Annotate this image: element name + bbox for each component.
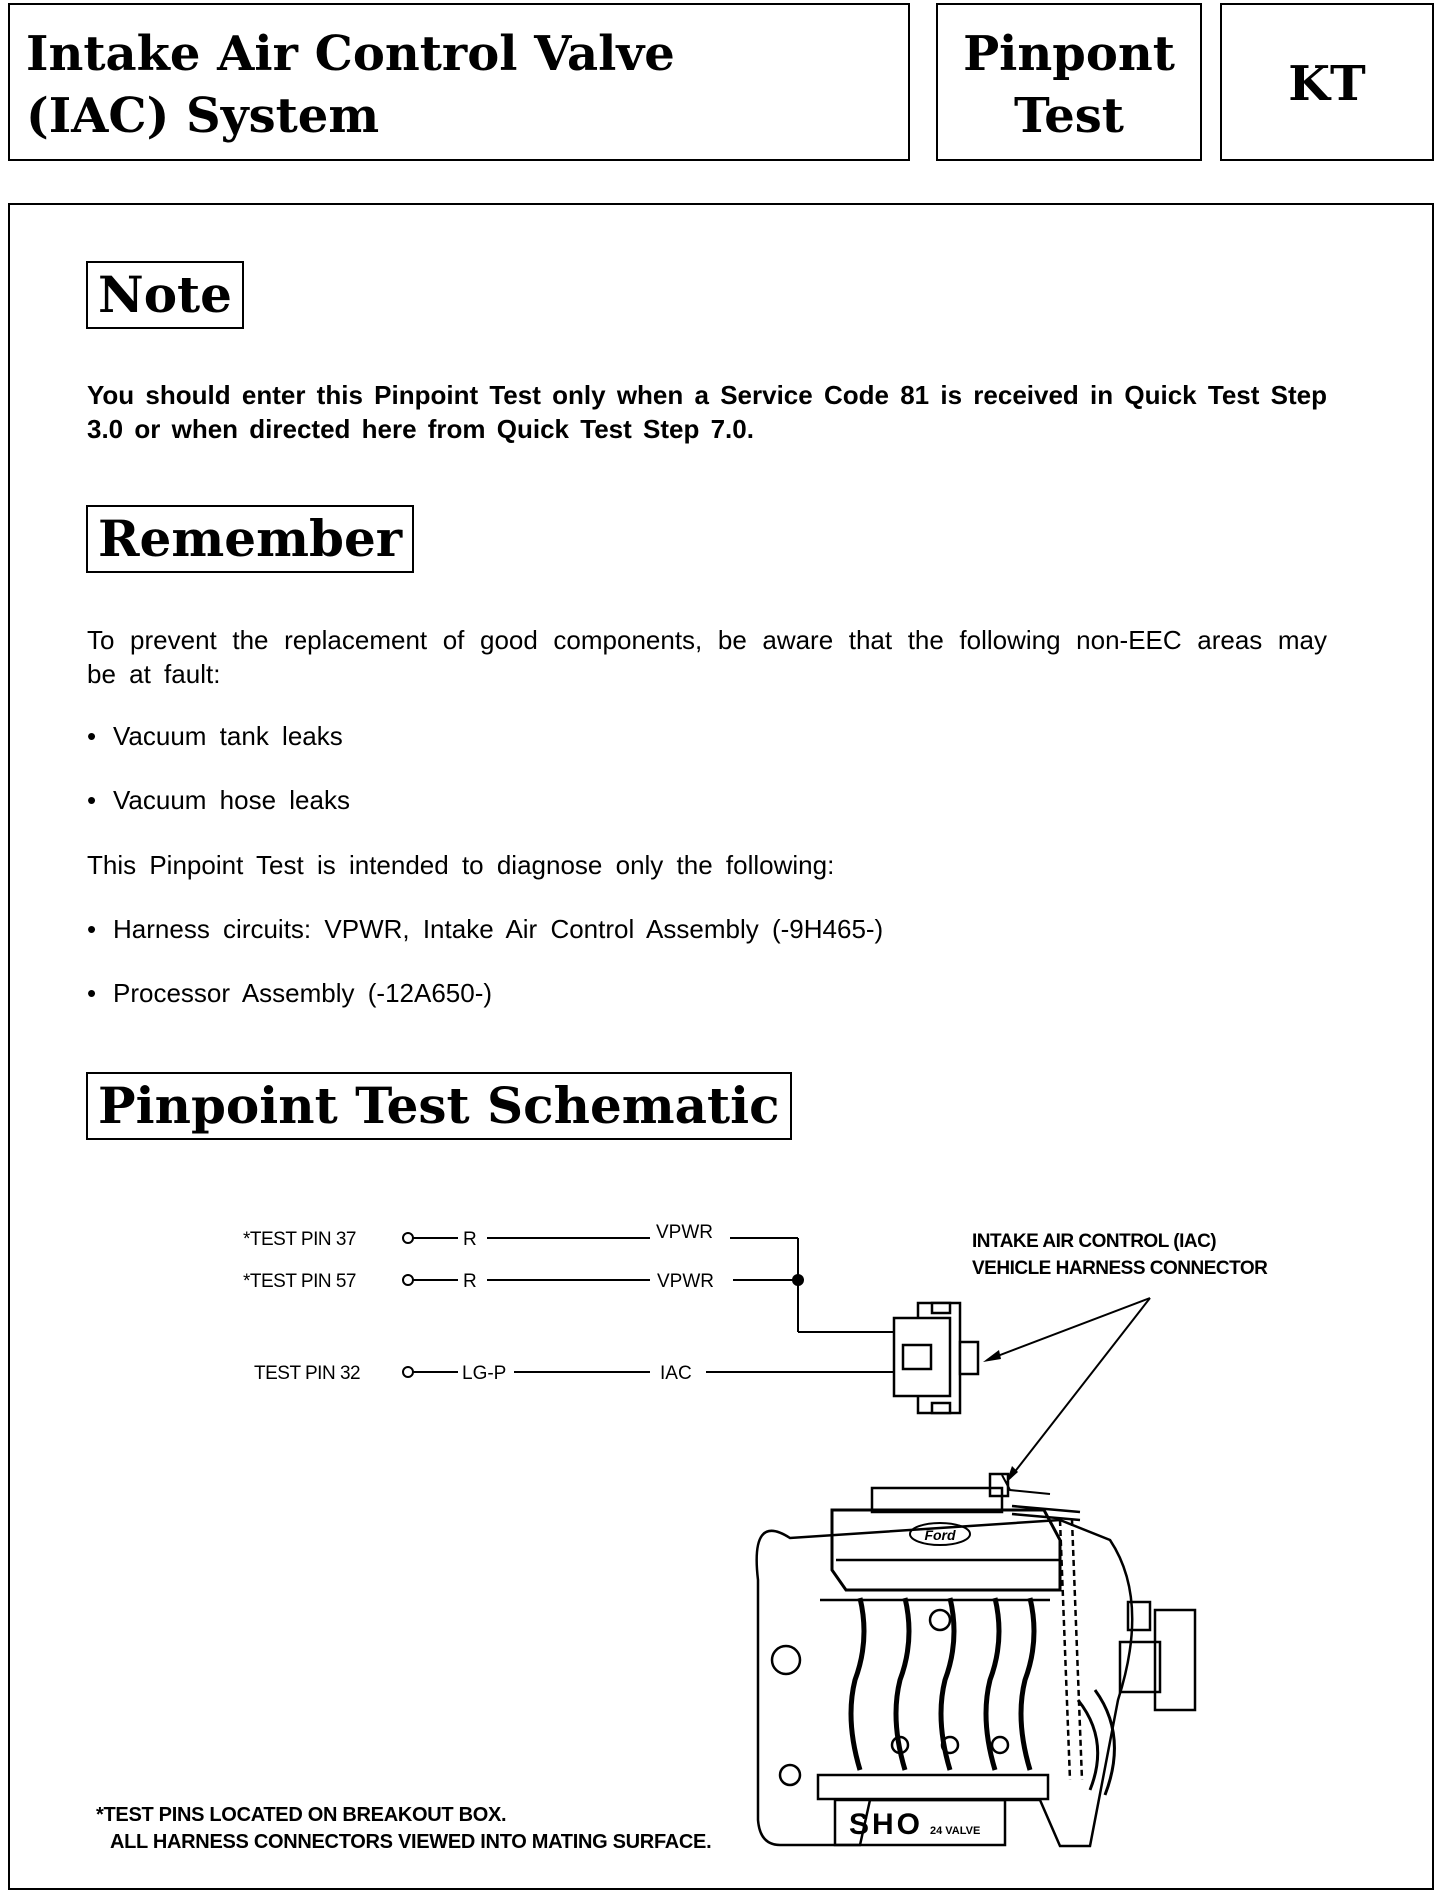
engine-logo: Ford	[924, 1527, 956, 1543]
schematic-heading: Pinpoint Test Schematic	[86, 1072, 792, 1140]
note-text: You should enter this Pinpoint Test only when a Service Code 81 is received in Quick Test Step 3.0 or when directed here from Quick Test Step 7.0.	[87, 380, 1327, 444]
pin-57-label: *TEST PIN 57	[243, 1271, 356, 1292]
remember-heading: Remember	[86, 505, 414, 573]
pin-37-terminal	[403, 1233, 413, 1243]
note-heading: Note	[86, 261, 244, 329]
diagnose-intro: This Pinpoint Test is intended to diagnose only the following:	[87, 850, 835, 880]
title-line-1: Intake Air Control Valve	[26, 26, 675, 82]
bullet-icon: •	[87, 785, 97, 815]
footnote	[96, 1802, 711, 1856]
remember-intro: To prevent the replacement of good components, be aware that the following non-EEC areas may be at fault:	[87, 625, 1327, 689]
bullet-icon: •	[87, 721, 97, 751]
pin-57-terminal	[403, 1275, 413, 1285]
list-item-text: Processor Assembly (-12A650-)	[113, 978, 493, 1008]
iac-connector-icon	[894, 1303, 978, 1413]
circuit-label: VPWR	[656, 1222, 713, 1243]
footnote-line-2: ALL HARNESS CONNECTORS VIEWED INTO MATING SURFACE.	[110, 1831, 712, 1853]
splice-dot	[792, 1274, 804, 1286]
list-item-text: Vacuum tank leaks	[113, 721, 343, 751]
list-item-text: Vacuum hose leaks	[113, 785, 350, 815]
circuit-label: VPWR	[657, 1271, 714, 1292]
pinpoint-line-1: Pinpont	[963, 26, 1175, 82]
connector-label-line-2: VEHICLE HARNESS CONNECTOR	[972, 1258, 1268, 1279]
pin-32-terminal	[403, 1367, 413, 1377]
engine-illustration	[757, 1474, 1195, 1846]
wire-color-label: LG-P	[462, 1363, 507, 1384]
circuit-label: IAC	[660, 1363, 692, 1384]
test-code: KT	[1288, 56, 1366, 112]
bullet-icon: •	[87, 914, 97, 944]
bullet-icon: •	[87, 978, 97, 1008]
wire-color-label: R	[463, 1229, 477, 1250]
connector-label-line-1: INTAKE AIR CONTROL (IAC)	[972, 1231, 1217, 1252]
footnote-line-1: *TEST PINS LOCATED ON BREAKOUT BOX.	[96, 1804, 507, 1826]
engine-badge-sub: 24 VALVE	[930, 1825, 981, 1837]
pin-37-label: *TEST PIN 37	[243, 1229, 356, 1250]
pinpoint-line-2: Test	[1014, 88, 1124, 144]
list-item-text: Harness circuits: VPWR, Intake Air Control Assembly (-9H465-)	[113, 914, 884, 944]
title-line-2: (IAC) System	[26, 88, 380, 144]
wire-color-label: R	[463, 1271, 477, 1292]
engine-badge: SHO	[849, 1808, 924, 1841]
pin-32-label: TEST PIN 32	[254, 1363, 361, 1384]
